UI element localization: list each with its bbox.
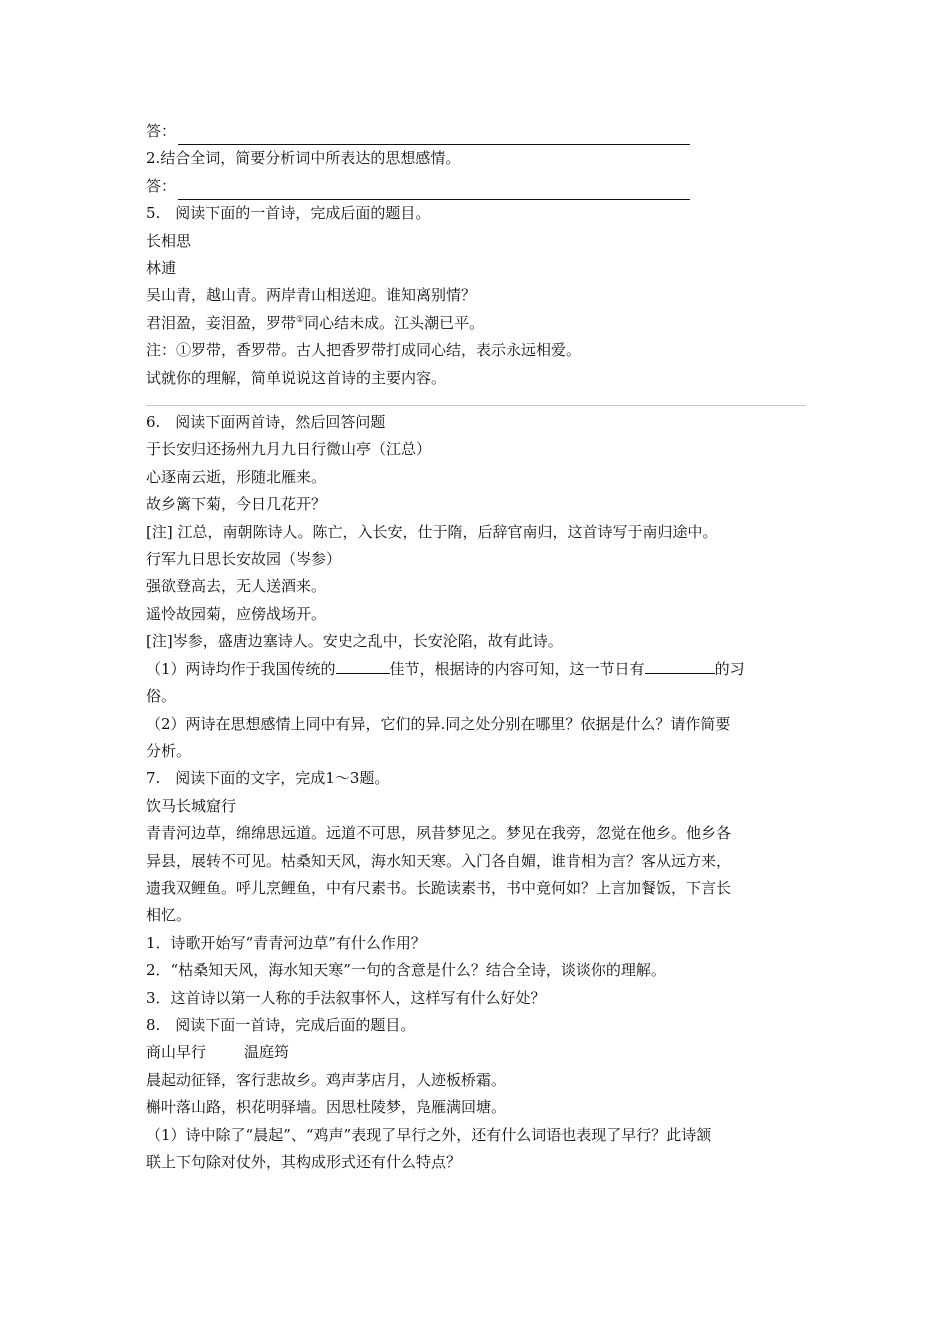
q5-poem-author: 林逋 <box>146 259 177 277</box>
fill-blank-festival[interactable] <box>336 657 390 674</box>
section-divider <box>146 405 806 406</box>
q6-poem2-note: [注]岑参，盛唐边塞诗人。安史之乱中，长安沦陷，故有此诗。 <box>146 632 563 651</box>
q8-sub1-cont: 联上下句除对仗外，其构成形式还有什么特点？ <box>146 1153 462 1171</box>
q8-poem-author: 温庭筠 <box>244 1043 290 1062</box>
q6-sub2: （2）两诗在思想感情上同中有异，它们的异.同之处分别在哪里？依据是什么？请作简要 <box>146 714 731 733</box>
q6-sub1-cont: 俗。 <box>146 687 177 706</box>
q6-poem2-title: 行军九日思长安故园（岑参） <box>146 550 342 569</box>
q8-poem-line: 晨起动征铎，客行悲故乡。鸡声茅店月，人迹板桥霜。 <box>146 1070 507 1089</box>
q6-poem1-note: [注] 江总，南朝陈诗人。陈亡，入长安，仕于隋，后辞官南归，这首诗写于南归途中。 <box>146 522 718 541</box>
answer-label: 答： <box>146 121 177 140</box>
answer-line-1 <box>146 118 806 145</box>
q7-sub-question: 3．这首诗以第一人称的手法叙事怀人，这样写有什么好处？ <box>146 988 546 1007</box>
q5-poem-title: 长相思 <box>146 231 192 250</box>
poem-text: 君泪盈，妾泪盈，罗带 <box>146 313 297 332</box>
sub-text: （1）两诗均作于我国传统的 <box>146 659 336 678</box>
document-page <box>146 118 806 1176</box>
q6-poem1-title: 于长安归还扬州九月九日行微山亭（江总） <box>146 440 432 459</box>
q6-poem2-line: 遥怜故园菊，应傍战场开。 <box>146 604 327 623</box>
answer-rule[interactable] <box>178 126 690 145</box>
footnote-marker: ① <box>296 314 305 325</box>
q6-heading: 6. 阅读下面两首诗，然后回答问题 <box>146 413 386 432</box>
q8-poem-title: 商山早行 <box>146 1043 207 1062</box>
question-2: 2.结合全词，简要分析词中所表达的思想感情。 <box>146 149 461 168</box>
q5-question: 试就你的理解，简单说说这首诗的主要内容。 <box>146 368 447 387</box>
fill-blank-custom[interactable] <box>645 657 715 674</box>
q8-sub1: （1）诗中除了“晨起”、“鸡声”表现了早行之外，还有什么词语也表现了早行？此诗颔 <box>146 1125 712 1144</box>
q8-poem-header <box>146 1039 806 1066</box>
q6-poem1-line: 心逐南云逝，形随北雁来。 <box>146 467 327 486</box>
q7-heading: 7. 阅读下面的文字，完成1～3题。 <box>146 769 390 788</box>
q6-sub1 <box>146 656 806 683</box>
q8-poem-line: 槲叶落山路，枳花明驿墙。因思杜陵梦，凫雁满回塘。 <box>146 1098 507 1117</box>
q5-note: 注：①罗带，香罗带。古人把香罗带打成同心结，表示永远相爱。 <box>146 341 582 360</box>
q7-poem-text: 相忆。 <box>146 906 192 925</box>
q7-poem-text: 青青河边草，绵绵思远道。远道不可思，夙昔梦见之。梦见在我旁，忽觉在他乡。他乡各 <box>146 824 732 843</box>
sub-text: 佳节，根据诗的内容可知，这一节日有 <box>389 659 645 678</box>
answer-label: 答： <box>146 176 177 195</box>
q6-poem2-line: 强欲登高去，无人送酒来。 <box>146 577 327 596</box>
answer-line-2 <box>146 173 806 200</box>
q7-poem-text: 遗我双鲤鱼。呼儿烹鲤鱼，中有尺素书。长跪读素书，书中竟何如？上言加餐饭，下言长 <box>146 878 732 897</box>
poem-text: 同心结未成。江头潮已平。 <box>304 313 485 332</box>
q7-poem-title: 饮马长城窟行 <box>146 796 237 815</box>
q5-poem-line: 吴山青，越山青。两岸青山相送迎。谁知离别情？ <box>146 286 477 305</box>
q7-poem-text: 异县，展转不可见。枯桑知天风，海水知天寒。入门各自媚，谁肯相为言？客从远方来， <box>146 851 732 870</box>
q6-poem1-line: 故乡篱下菊，今日几花开？ <box>146 495 327 514</box>
sub-text: 的习 <box>714 659 745 678</box>
q7-sub-question: 2．“枯桑知天风，海水知天寒”一句的含意是什么？结合全诗，谈谈你的理解。 <box>146 961 666 980</box>
q5-poem-line <box>146 310 806 337</box>
answer-rule[interactable] <box>178 181 690 200</box>
q5-heading: 5. 阅读下面的一首诗，完成后面的题目。 <box>146 204 431 223</box>
q7-sub-question: 1．诗歌开始写“青青河边草”有什么作用？ <box>146 933 426 952</box>
q6-sub2-cont: 分析。 <box>146 741 192 760</box>
q8-heading: 8. 阅读下面一首诗，完成后面的题目。 <box>146 1015 416 1034</box>
